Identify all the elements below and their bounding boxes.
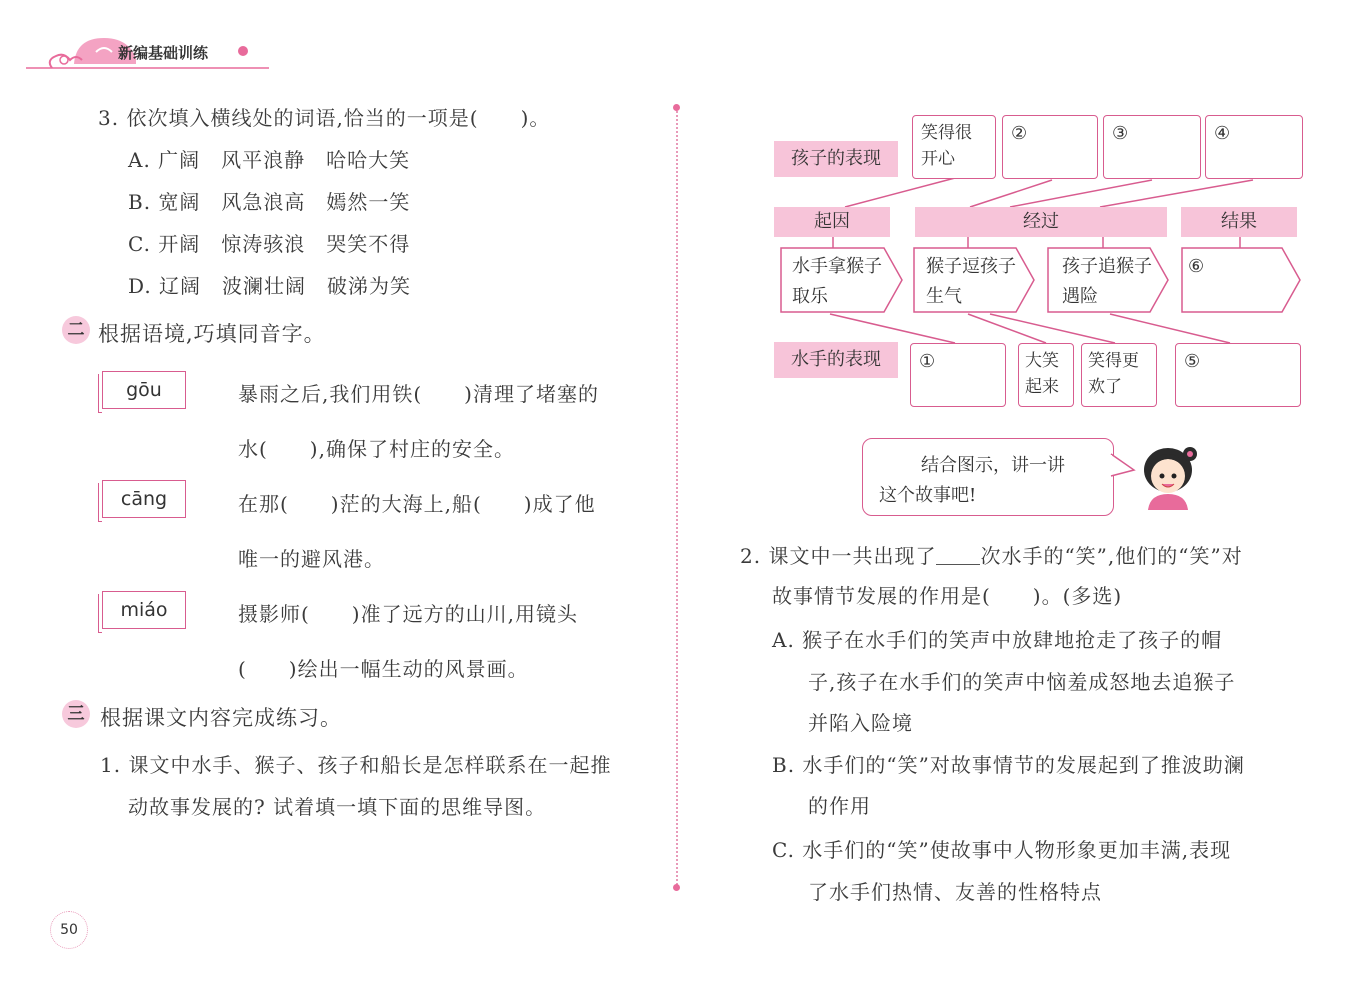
q2-option-a-2: 子,孩子在水手们的笑声中恼羞成怒地去追猴子 bbox=[808, 670, 1236, 694]
q2-option-c-2: 了水手们热情、友善的性格特点 bbox=[808, 880, 1102, 904]
girl-avatar-icon bbox=[1134, 442, 1202, 510]
label-child-performance: 孩子的表现 bbox=[774, 141, 898, 177]
gou-line-2: 水( ),确保了村庄的安全。 bbox=[238, 437, 515, 461]
section-three-badge: 三 bbox=[62, 700, 90, 728]
child-box-4[interactable]: ④ bbox=[1205, 115, 1303, 179]
label-cause: 起因 bbox=[774, 207, 890, 237]
pinyin-card-miao: miáo bbox=[102, 591, 186, 629]
bubble-line-1: 结合图示，讲一讲 bbox=[921, 455, 1065, 476]
stage-2-text: 猴子逗孩子生气 bbox=[926, 256, 1016, 307]
q3-option-d: D. 辽阔 波澜壮阔 破涕为笑 bbox=[128, 274, 412, 298]
child-box-1: 笑得很开心 bbox=[912, 115, 996, 179]
pinyin-card-gou: gōu bbox=[102, 371, 186, 409]
q2-option-b-1: B. 水手们的“笑”对故事情节的发展起到了推波助澜 bbox=[772, 753, 1245, 777]
s3-q1-line-1: 1. 课文中水手、猴子、孩子和船长是怎样联系在一起推 bbox=[100, 753, 612, 777]
q2-option-a-3: 并陷入险境 bbox=[808, 711, 913, 735]
q2-line-1 bbox=[740, 540, 1243, 569]
speech-bubble bbox=[862, 438, 1114, 516]
q2-option-a-1: A. 猴子在水手们的笑声中放肆地抢走了孩子的帽 bbox=[772, 628, 1223, 652]
q3-option-b: B. 宽阔 风急浪高 嫣然一笑 bbox=[128, 190, 411, 214]
q2-option-b-2: 的作用 bbox=[808, 794, 871, 818]
q2-line-1a: 2. 课文中一共出现了 bbox=[740, 544, 937, 568]
q2-line-1b: 次水手的“笑”,他们的“笑”对 bbox=[980, 544, 1243, 568]
miao-line-1: 摄影师( )准了远方的山川,用镜头 bbox=[238, 602, 578, 626]
label-process: 经过 bbox=[915, 207, 1167, 237]
q3-option-a: A. 广阔 风平浪静 哈哈大笑 bbox=[128, 148, 411, 172]
q3-stem: 3. 依次填入横线处的词语,恰当的一项是( )。 bbox=[98, 106, 551, 130]
section-three-title: 根据课文内容完成练习。 bbox=[100, 706, 342, 730]
sailor-box-4[interactable]: ⑤ bbox=[1175, 343, 1301, 407]
sailor-box-1[interactable]: ① bbox=[910, 343, 1006, 407]
stage-4-text[interactable]: ⑥ bbox=[1188, 256, 1205, 277]
s3-q1-line-2: 动故事发展的? 试着填一填下面的思维导图。 bbox=[128, 795, 547, 819]
q2-line-2: 故事情节发展的作用是( )。(多选) bbox=[772, 584, 1123, 608]
cang-line-1: 在那( )茫的大海上,船( )成了他 bbox=[238, 492, 596, 516]
label-result: 结果 bbox=[1181, 207, 1297, 237]
sailor-box-2: 大笑起来 bbox=[1018, 343, 1074, 407]
child-box-3[interactable]: ③ bbox=[1103, 115, 1201, 179]
section-two-badge: 二 bbox=[62, 316, 90, 344]
q2-blank[interactable] bbox=[936, 546, 980, 565]
child-box-2[interactable]: ② bbox=[1002, 115, 1098, 179]
q3-option-c: C. 开阔 惊涛骇浪 哭笑不得 bbox=[128, 232, 411, 256]
sailor-box-3: 笑得更欢了 bbox=[1081, 343, 1157, 407]
label-sailor-performance: 水手的表现 bbox=[774, 342, 898, 378]
stage-3-text: 孩子追猴子遇险 bbox=[1062, 256, 1152, 307]
gou-line-1: 暴雨之后,我们用铁( )清理了堵塞的 bbox=[238, 382, 599, 406]
section-two-title: 根据语境,巧填同音字。 bbox=[98, 322, 326, 346]
q2-option-c-1: C. 水手们的“笑”使故事中人物形象更加丰满,表现 bbox=[772, 838, 1232, 862]
page-number: 50 bbox=[50, 911, 88, 949]
stage-1-text: 水手拿猴子取乐 bbox=[792, 256, 882, 307]
header-title: 新编基础训练 bbox=[118, 44, 209, 62]
pinyin-card-cang: cāng bbox=[102, 480, 186, 518]
miao-line-2: ( )绘出一幅生动的风景画。 bbox=[238, 657, 529, 681]
cang-line-2: 唯一的避风港。 bbox=[238, 547, 385, 571]
bubble-line-2: 这个故事吧! bbox=[879, 485, 977, 506]
